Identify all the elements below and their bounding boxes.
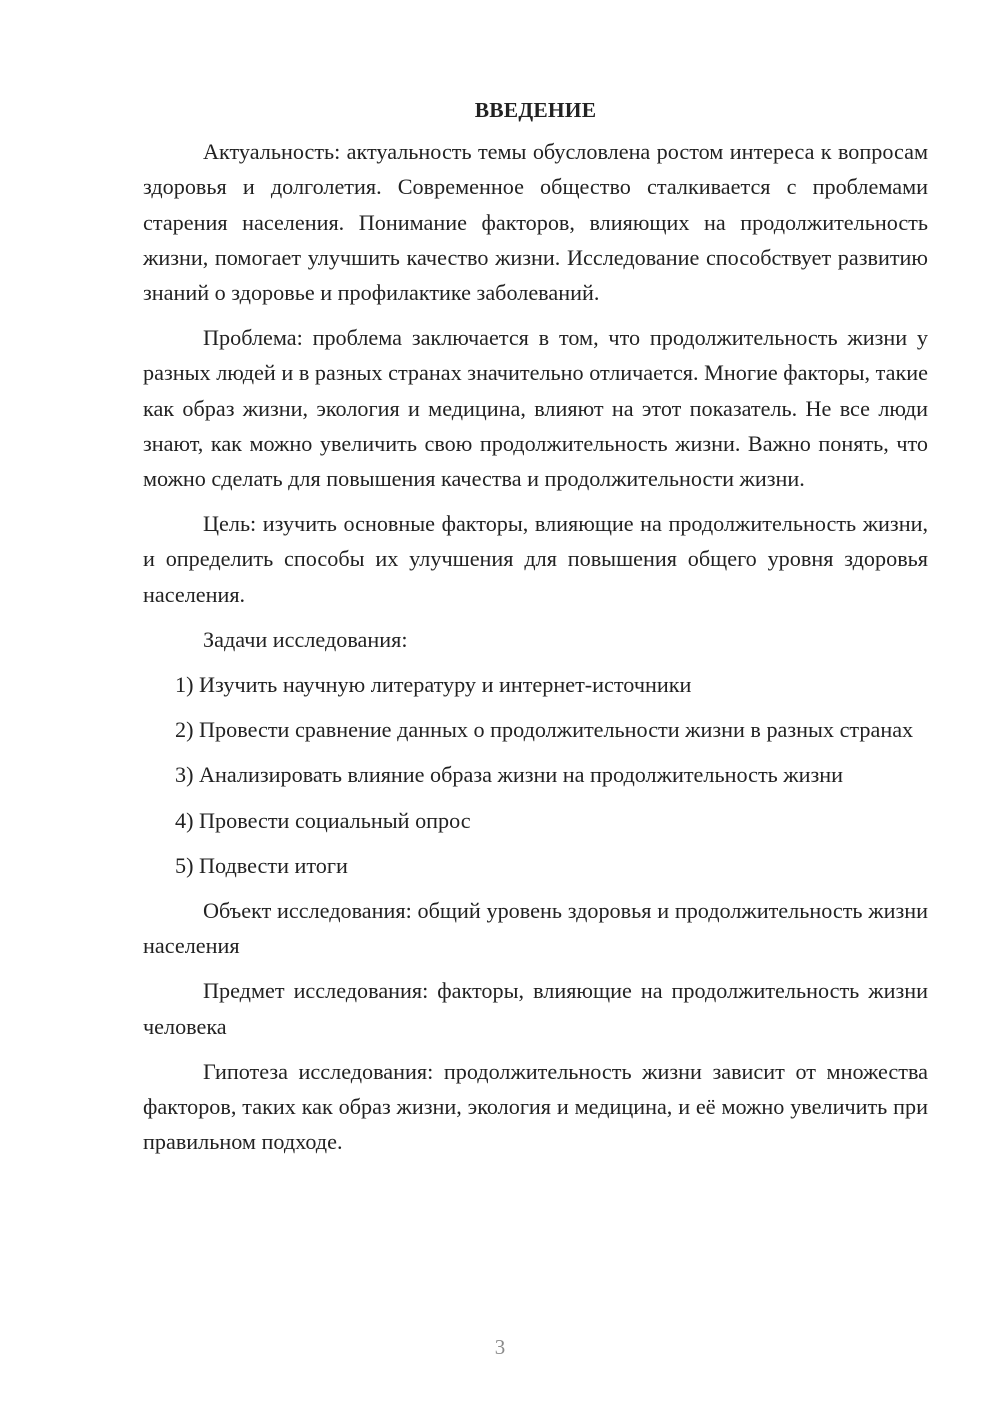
task-item-3: 3) Анализировать влияние образа жизни на продолжительность жизни [175, 762, 844, 788]
paragraph-object: Объект исследования: общий уровень здоровья и продолжительность жизни населения [143, 898, 928, 959]
task-item-2: 2) Провести сравнение данных о продолжительности жизни в разных странах [175, 717, 914, 743]
page-number: 3 [494, 1335, 506, 1359]
task-item-4: 4) Провести социальный опрос [175, 807, 471, 833]
page-title: ВВЕДЕНИЕ [474, 98, 597, 122]
paragraph-hypothesis: Гипотеза исследования: продолжительность жизни зависит от множества факторов, таких как образ жизни, экология и медицина, и её можно увеличить при правильном подходе. [143, 1058, 928, 1155]
paragraph-tasks-heading: Задачи исследования: [203, 626, 408, 652]
paragraph-subject: Предмет исследования: факторы, влияющие на продолжительность жизни человека [143, 978, 928, 1039]
paragraph-relevance: Актуальность: актуальность темы обусловлена ростом интереса к вопросам здоровья и долголетия. Современное общество сталкивается с проблемами старения населения. Понимание факторов, влияющих на продолжительность жизни, помогает улучшить качество жизни. Исследование способствует развитию знаний о здоровье и профилактике заболеваний. [143, 139, 928, 306]
task-item-5: 5) Подвести итоги [175, 852, 348, 878]
task-item-1: 1) Изучить научную литературу и интернет-источники [175, 672, 692, 698]
page-content [143, 93, 928, 1159]
paragraph-goal: Цель: изучить основные факторы, влияющие на продолжительность жизни, и определить способы их улучшения для повышения общего уровня здоровья населения. [143, 511, 928, 607]
paragraph-problem: Проблема: проблема заключается в том, что продолжительность жизни у разных людей и в разных странах значительно отличается. Многие факторы, такие как образ жизни, экология и медицина, влияют на этот показатель. Не все люди знают, как можно увеличить свою продолжительность жизни. Важно понять, что можно сделать для повышения качества и продолжительности жизни. [143, 325, 928, 492]
